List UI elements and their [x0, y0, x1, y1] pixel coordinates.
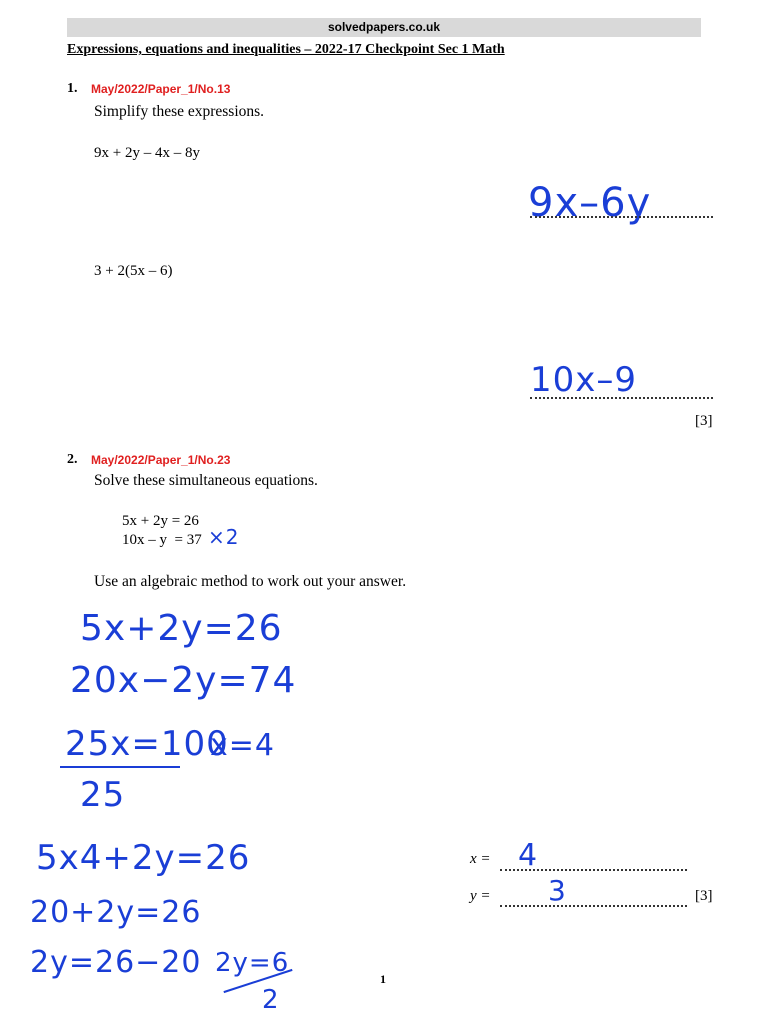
question-1-marks: [3] — [695, 413, 713, 429]
question-1-expression-a: 9x + 2y – 4x – 8y — [94, 145, 200, 161]
working-divisor-2: 2 — [262, 985, 280, 1015]
question-2-reference: May/2022/Paper_1/No.23 — [91, 453, 231, 467]
question-1-number: 1. — [67, 81, 78, 96]
question-1-handwritten-answer-b: 10x–9 — [530, 360, 638, 400]
question-2-number: 2. — [67, 452, 78, 467]
equation-2: 10x – y = 37 — [122, 532, 202, 548]
question-2-marks: [3] — [695, 888, 713, 904]
x-answer-value: 4 — [518, 838, 539, 873]
working-line-7: 2y=6 — [215, 948, 290, 978]
working-line-1: 5x+2y=26 — [80, 608, 283, 649]
equation-1: 5x + 2y = 26 — [122, 513, 199, 529]
working-line-6: 2y=26−20 — [30, 945, 202, 980]
method-instruction: Use an algebraic method to work out your answer. — [94, 573, 407, 590]
question-1-prompt: Simplify these expressions. — [94, 103, 265, 120]
question-2-prompt: Solve these simultaneous equations. — [94, 472, 318, 489]
y-answer-value: 3 — [548, 874, 567, 907]
y-answer-line — [500, 905, 687, 907]
working-divisor: 25 — [80, 775, 126, 815]
equation-2-handwritten-note: ×2 — [208, 525, 240, 549]
working-line-5: 20+2y=26 — [30, 895, 202, 930]
site-banner: solvedpapers.co.uk — [67, 18, 701, 37]
answer-line-b — [530, 397, 713, 399]
x-answer-line — [500, 869, 687, 871]
question-1-handwritten-answer-a: 9x–6y — [528, 180, 652, 226]
y-answer-label: y = — [470, 888, 491, 904]
working-line-4: 5x4+2y=26 — [36, 838, 251, 878]
page-number: 1 — [380, 972, 386, 986]
working-line-3: 25x=100 — [65, 724, 229, 764]
working-x-result: x=4 — [210, 728, 275, 763]
document-title: Expressions, equations and inequalities – 2022-17 Checkpoint Sec 1 Math — [67, 42, 505, 57]
question-1-reference: May/2022/Paper_1/No.13 — [91, 82, 231, 96]
answer-line-a — [530, 216, 713, 218]
x-answer-label: x = — [470, 851, 491, 867]
question-1-expression-b: 3 + 2(5x – 6) — [94, 263, 173, 279]
working-line-2: 20x−2y=74 — [70, 660, 297, 701]
fraction-bar-1 — [60, 766, 180, 768]
